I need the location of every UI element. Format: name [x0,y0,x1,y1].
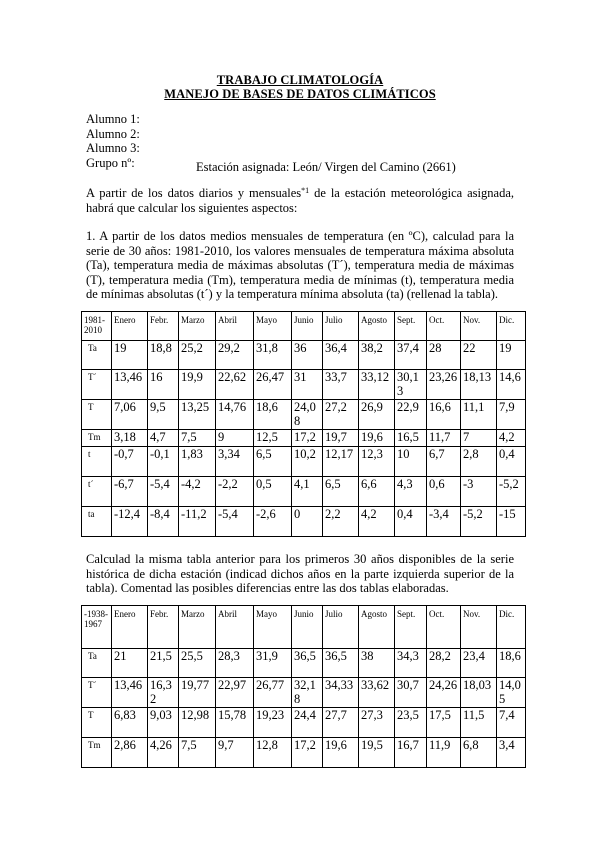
month-header: Enero [112,606,148,649]
value-cell: 26,9 [359,400,395,430]
value-cell: 19,23 [254,708,292,738]
value-cell: -8,4 [148,507,179,537]
value-cell: 38,2 [359,341,395,370]
variable-label-cell: Tm [82,430,112,447]
value-cell: 6,5 [323,477,359,507]
value-cell: 36,4 [323,341,359,370]
value-cell: -3,4 [427,507,461,537]
document-subtitle: MANEJO DE BASES DE DATOS CLIMÁTICOS [164,87,436,101]
period-corner-cell: 1981-2010 [82,312,112,341]
value-cell: 33,12 [359,370,395,400]
value-cell: -0,7 [112,447,148,477]
value-cell: 10 [395,447,427,477]
value-cell: 3,34 [216,447,254,477]
value-cell: 3,4 [497,738,526,768]
value-cell: 26,47 [254,370,292,400]
value-cell: 24,26 [427,678,461,708]
variable-label-cell: Tm [82,738,112,768]
value-cell: -12,4 [112,507,148,537]
value-cell: 6,5 [254,447,292,477]
value-cell: 10,2 [292,447,323,477]
value-cell: 36,5 [323,649,359,678]
value-cell: -2,2 [216,477,254,507]
value-cell: 0,4 [497,447,526,477]
value-cell: 19,6 [359,430,395,447]
value-cell: 23,26 [427,370,461,400]
month-header: Mayo [254,606,292,649]
month-header: Nov. [461,312,497,341]
value-cell: 6,7 [427,447,461,477]
value-cell: 11,9 [427,738,461,768]
value-cell: 0,5 [254,477,292,507]
table-row [82,447,526,477]
variable-label-cell: ta [82,507,112,537]
variable-label-cell: Ta [82,649,112,678]
month-header: Oct. [427,312,461,341]
value-cell: -4,2 [179,477,216,507]
value-cell: 4,2 [497,430,526,447]
value-cell: 30,7 [395,678,427,708]
value-cell: -6,7 [112,477,148,507]
value-cell: 18,03 [461,678,497,708]
value-cell: 14,76 [216,400,254,430]
value-cell: 23,4 [461,649,497,678]
value-cell: 18,6 [497,649,526,678]
value-cell: 11,1 [461,400,497,430]
value-cell: 33,7 [323,370,359,400]
value-cell: 25,5 [179,649,216,678]
intro-paragraph [86,186,514,215]
variable-label-cell: t [82,447,112,477]
value-cell: 12,98 [179,708,216,738]
value-cell: 19 [112,341,148,370]
table-row [82,430,526,447]
temperature-table-1981-2010 [81,311,526,537]
value-cell: 2,8 [461,447,497,477]
value-cell: 22,9 [395,400,427,430]
period-corner-cell: -1938-1967 [82,606,112,649]
intro-text-cont: de la estación meteorológica asignada, habrá que calcular los siguientes aspectos: [86,186,514,215]
intro-text: A partir de los datos diarios y mensuales [86,186,302,200]
value-cell: -5,4 [216,507,254,537]
month-header: Mayo [254,312,292,341]
value-cell: 18,6 [254,400,292,430]
table-row [82,708,526,738]
value-cell: 13,46 [112,678,148,708]
value-cell: 19,6 [323,738,359,768]
value-cell: 2,86 [112,738,148,768]
table-row [82,678,526,708]
value-cell: 19,77 [179,678,216,708]
value-cell: 38 [359,649,395,678]
value-cell: 29,2 [216,341,254,370]
month-header: Febr. [148,312,179,341]
value-cell: 16,7 [395,738,427,768]
value-cell: 24,08 [292,400,323,430]
value-cell: 7 [461,430,497,447]
table-row [82,341,526,370]
value-cell: 28 [427,341,461,370]
month-header: Abril [216,606,254,649]
month-header: Agosto [359,312,395,341]
value-cell: 1,83 [179,447,216,477]
footnote-marker: *1 [301,186,310,195]
month-header: Marzo [179,312,216,341]
value-cell: -5,4 [148,477,179,507]
value-cell: 17,2 [292,430,323,447]
value-cell: 21,5 [148,649,179,678]
value-cell: 31,9 [254,649,292,678]
value-cell: 6,83 [112,708,148,738]
month-header: Febr. [148,606,179,649]
value-cell: 13,46 [112,370,148,400]
value-cell: 21 [112,649,148,678]
variable-label-cell: T´ [82,678,112,708]
value-cell: -5,2 [461,507,497,537]
month-header: Julio [323,312,359,341]
value-cell: 28,3 [216,649,254,678]
value-cell: 11,5 [461,708,497,738]
value-cell: 34,3 [395,649,427,678]
group-number-label: Grupo nº: [86,155,135,170]
value-cell: 17,5 [427,708,461,738]
value-cell: 4,3 [395,477,427,507]
value-cell: 18,8 [148,341,179,370]
value-cell: 13,25 [179,400,216,430]
value-cell: 4,26 [148,738,179,768]
value-cell: 16,5 [395,430,427,447]
value-cell: 12,5 [254,430,292,447]
month-header: Marzo [179,606,216,649]
table-header-row [82,606,526,649]
value-cell: 9,5 [148,400,179,430]
value-cell: 33,62 [359,678,395,708]
value-cell: 14,6 [497,370,526,400]
table-row [82,477,526,507]
value-cell: 0 [292,507,323,537]
value-cell: 34,33 [323,678,359,708]
value-cell: 36 [292,341,323,370]
value-cell: 22 [461,341,497,370]
table-row [82,507,526,537]
value-cell: 0,6 [427,477,461,507]
table-row [82,400,526,430]
value-cell: -11,2 [179,507,216,537]
task-2-paragraph: Calculad la misma tabla anterior para los primeros 30 años disponibles de la serie histórica de dicha estación (indicad dichos años en la parte izquierda superior de la tabla). Comentad las posibles diferencias entre las dos tablas elaboradas. [86,552,514,596]
table-row [82,649,526,678]
value-cell: 14,05 [497,678,526,708]
month-header: Dic. [497,606,526,649]
value-cell: 22,62 [216,370,254,400]
value-cell: 25,2 [179,341,216,370]
value-cell: 31 [292,370,323,400]
month-header: Sept. [395,312,427,341]
value-cell: 19,5 [359,738,395,768]
value-cell: 9,03 [148,708,179,738]
value-cell: 9,7 [216,738,254,768]
value-cell: 19,7 [323,430,359,447]
value-cell: 32,18 [292,678,323,708]
value-cell: 4,2 [359,507,395,537]
value-cell: 6,6 [359,477,395,507]
value-cell: 4,1 [292,477,323,507]
month-header: Dic. [497,312,526,341]
value-cell: 16,6 [427,400,461,430]
value-cell: 2,2 [323,507,359,537]
student-list [86,112,140,170]
value-cell: 27,2 [323,400,359,430]
value-cell: 27,7 [323,708,359,738]
value-cell: 16,32 [148,678,179,708]
value-cell: 27,3 [359,708,395,738]
value-cell: 7,06 [112,400,148,430]
value-cell: 12,3 [359,447,395,477]
month-header: Julio [323,606,359,649]
value-cell: 7,5 [179,738,216,768]
variable-label-cell: T [82,708,112,738]
task-1-paragraph: 1. A partir de los datos medios mensuales de temperatura (en ºC), calculad para la serie de 30 años: 1981-2010, los valores mensuales de temperatura máxima absoluta (Ta), temperatura media de máximas absolutas (T´), temperatura media de máximas (T), temperatura media (Tm), temperatura media de mínimas (t), temperatura media de mínimas absolutas (t´) y la temperatura mínima absoluta (ta) (rellenad la tabla). [86,229,514,302]
table-row [82,738,526,768]
value-cell: 36,5 [292,649,323,678]
value-cell: 3,18 [112,430,148,447]
value-cell: 17,2 [292,738,323,768]
value-cell: 7,9 [497,400,526,430]
value-cell: -2,6 [254,507,292,537]
value-cell: 37,4 [395,341,427,370]
value-cell: 30,13 [395,370,427,400]
month-header: Junio [292,606,323,649]
month-header: Enero [112,312,148,341]
value-cell: 15,78 [216,708,254,738]
value-cell: 12,8 [254,738,292,768]
student-1-label: Alumno 1: [86,112,140,126]
variable-label-cell: T [82,400,112,430]
value-cell: 6,8 [461,738,497,768]
value-cell: 16 [148,370,179,400]
table-row [82,370,526,400]
value-cell: 19 [497,341,526,370]
value-cell: 28,2 [427,649,461,678]
month-header: Nov. [461,606,497,649]
month-header: Junio [292,312,323,341]
temperature-table-historic [81,605,526,768]
table-header-row [82,312,526,341]
value-cell: -5,2 [497,477,526,507]
variable-label-cell: t´ [82,477,112,507]
month-header: Sept. [395,606,427,649]
value-cell: 9 [216,430,254,447]
value-cell: 23,5 [395,708,427,738]
value-cell: 22,97 [216,678,254,708]
value-cell: 19,9 [179,370,216,400]
value-cell: 31,8 [254,341,292,370]
value-cell: 11,7 [427,430,461,447]
value-cell: 26,77 [254,678,292,708]
value-cell: 7,4 [497,708,526,738]
value-cell: -0,1 [148,447,179,477]
student-3-label: Alumno 3: [86,141,140,155]
value-cell: 12,17 [323,447,359,477]
variable-label-cell: T´ [82,370,112,400]
month-header: Abril [216,312,254,341]
value-cell: 7,5 [179,430,216,447]
value-cell: 18,13 [461,370,497,400]
student-2-label: Alumno 2: [86,126,140,141]
value-cell: 4,7 [148,430,179,447]
assigned-station: Estación asignada: León/ Virgen del Camino (2661) [196,160,456,174]
value-cell: 0,4 [395,507,427,537]
document-title: TRABAJO CLIMATOLOGÍA [216,73,384,87]
month-header: Agosto [359,606,395,649]
value-cell: 24,4 [292,708,323,738]
month-header: Oct. [427,606,461,649]
variable-label-cell: Ta [82,341,112,370]
value-cell: -15 [497,507,526,537]
value-cell: -3 [461,477,497,507]
